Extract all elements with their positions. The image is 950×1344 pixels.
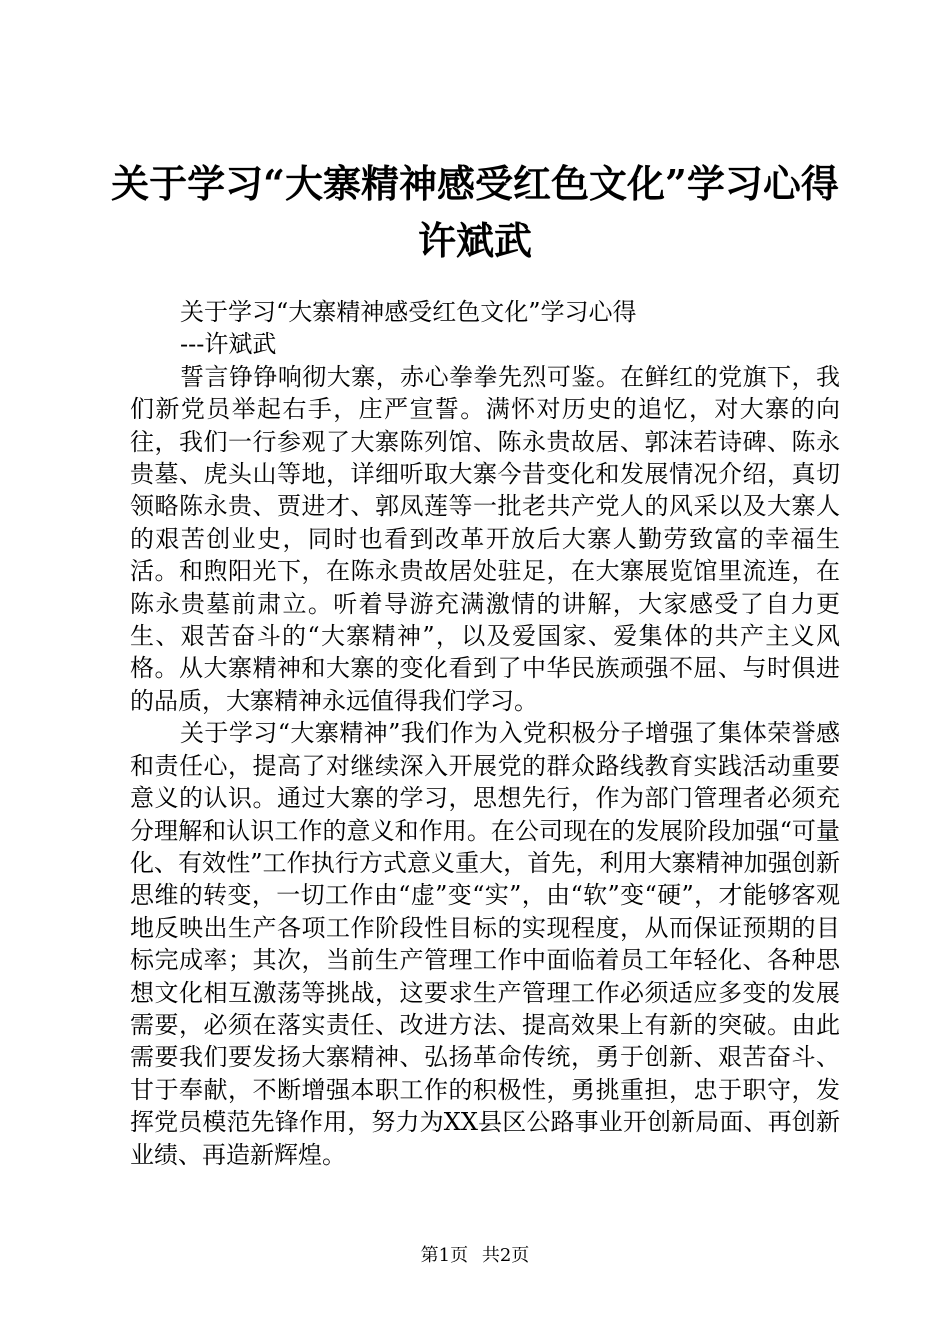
document-body	[130, 296, 840, 1171]
paragraph: 誓言铮铮响彻大寨，赤心拳拳先烈可鉴。在鲜红的党旗下，我们新党员举起右手，庄严宣誓。满怀对历史的追忆，对大寨的向往，我们一行参观了大寨陈列馆、陈永贵故居、郭沫若诗碑、陈永贵墓、虎头山等地，详细听取大寨今昔变化和发展情况介绍，真切领略陈永贵、贾进才、郭凤莲等一批老共产党人的风采以及大寨人的艰苦创业史，同时也看到改革开放后大寨人勤劳致富的幸福生活。和煦阳光下，在陈永贵故居处驻足，在大寨展览馆里流连，在陈永贵墓前肃立。听着导游充满激情的讲解，大家感受了自力更生、艰苦奋斗的“大寨精神”，以及爱国家、爱集体的共产主义风格。从大寨精神和大寨的变化看到了中华民族顽强不屈、与时俱进的品质，大寨精神永远值得我们学习。	[130, 362, 840, 715]
document-author: ---许斌武	[180, 330, 277, 359]
document-title-author: 许斌武	[417, 218, 532, 263]
document-title: 关于学习“大寨精神感受红色文化”学习心得	[111, 161, 839, 206]
page-footer	[0, 1244, 950, 1268]
paragraph: 关于学习“大寨精神”我们作为入党积极分子增强了集体荣誉感和责任心，提高了对继续深入开展党的群众路线教育实践活动重要意义的认识。通过大寨的学习，思想先行，作为部门管理者必须充分理解和认识工作的意义和作用。在公司现在的发展阶段加强“可量化、有效性”工作执行方式意义重大，首先，利用大寨精神加强创新思维的转变，一切工作由“虚”变“实”，由“软”变“硬”，才能够客观地反映出生产各项工作阶段性目标的实现程度，从而保证预期的目标完成率；其次，当前生产管理工作中面临着员工年轻化、各种思想文化相互激荡等挑战，这要求生产管理工作必须适应多变的发展需要，必须在落实责任、改进方法、提高效果上有新的突破。由此需要我们要发扬大寨精神、弘扬革命传统，勇于创新、艰苦奋斗、甘于奉献，不断增强本职工作的积极性，勇挑重担，忠于职守，发挥党员模范先锋作用，努力为XX县区公路事业开创新局面、再创新业绩、再造新辉煌。	[130, 719, 840, 1169]
page-total: 共2页	[481, 1245, 530, 1266]
document-subtitle: 关于学习“大寨精神感受红色文化”学习心得	[180, 298, 637, 326]
page-number: 第1页	[420, 1245, 469, 1266]
